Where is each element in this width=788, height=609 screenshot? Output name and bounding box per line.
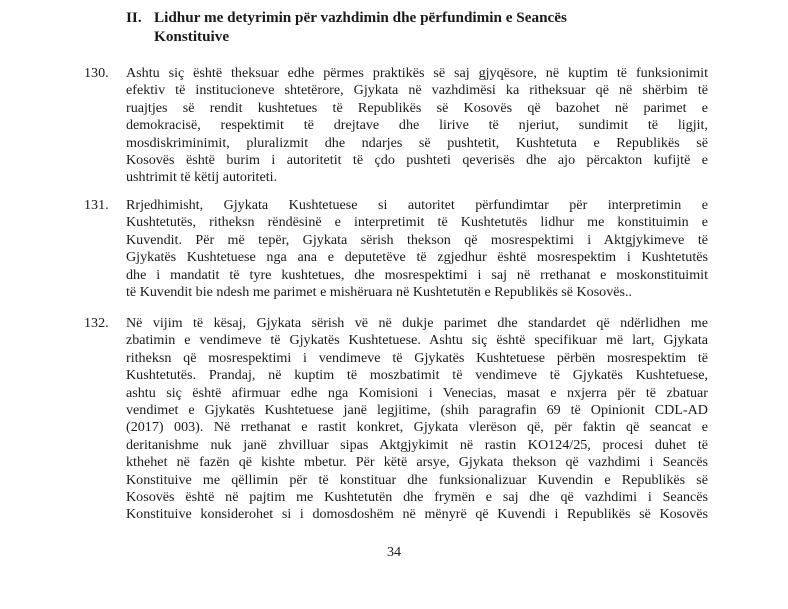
text-line: efektiv të institucioneve shtetërore, Gjykata në vazhdimësi ka ritheksuar që në shërbim të: [126, 82, 708, 99]
paragraph-text: [126, 197, 708, 301]
text-line: Kuvendit. Për më tepër, Gjykata sërish thekson që mosrespektimi i Aktgjykimeve të: [126, 231, 708, 248]
text-line: të Kuvendit bie ndesh me parimet e mishëruara në Kushtetutën e Republikës së Kosovës..: [126, 284, 633, 301]
text-line: dhe i mandatit të tyre kushtetues, dhe mosrespektimi i saj në rrethanat e moskonstituimit: [126, 266, 708, 283]
text-line: deritanishme nuk janë zhvilluar sipas Aktgjykimit në rastin KO124/25, procesi duhet të: [126, 436, 708, 453]
text-line: Rrjedhimisht, Gjykata Kushtetuese si autoritet përfundimtar për interpretimin e: [126, 197, 708, 213]
text-line: Konstituive konsiderohet si i domosdoshëm në mënyrë që Kuvendi i Republikës së Kosovës: [126, 506, 708, 523]
text-line: Në vijim të kësaj, Gjykata sërish vë në dukje parimet dhe standardet që ndërlidhen me: [126, 315, 708, 331]
paragraph-number: 130.: [84, 65, 109, 81]
paragraph-131: [84, 197, 708, 301]
section-heading: [126, 8, 706, 46]
page-number: 34: [386, 544, 402, 560]
paragraph-number: 132.: [84, 315, 109, 331]
text-line: Gjykatës Kushtetuese nga ana e deputetëve të zgjedhur është mosrespektim i Kushtetutës: [126, 249, 708, 266]
text-line: Ashtu siç është theksuar edhe përmes praktikës së saj gjyqësore, në kuptim të funksionimit: [126, 65, 708, 81]
text-line: Kosovës është burim i autoritetit të çdo pushteti qeverisës dhe ajo përcakton kufijtë e: [126, 152, 708, 169]
text-line: ashtu siç është afirmuar edhe nga Komisioni i Venecias, masat e nxjerra për të zbatuar: [126, 384, 708, 401]
paragraph-132: [84, 315, 708, 524]
text-line: Kushtetutës, ritheksn rëndësinë e interpretimit të Kushtetutës lidhur me konstituimin e: [126, 214, 708, 231]
text-line: vendimet e Gjykatës Kushtetuese janë legjitime, (shih paragrafin 69 të Opinionit CDL-AD: [126, 402, 708, 419]
text-line: Kosovës është në pajtim me Kushtetutën dhe frymën e saj dhe që vazhdimi i Seancës: [126, 489, 708, 506]
paragraph-text: [126, 315, 708, 524]
section-title-line-2: Konstituive: [154, 28, 230, 45]
text-line: ruajtjes së rendit kushtetues të Republikës së Kosovës që bazohet në parimet e: [126, 99, 708, 116]
text-line: mosdiskriminimit, pluralizmit dhe ndarjes së pushtetit, Kushtetuta e Republikës së: [126, 134, 708, 151]
text-line: demokracisë, respektimit të drejtave dhe lirive të njeriut, sundimit të ligjit,: [126, 117, 708, 134]
paragraph-number: 131.: [84, 197, 109, 213]
paragraph-130: [84, 65, 708, 187]
text-line: zbatimin e vendimeve të Gjykatës Kushtetuese. Ashtu siç është specifikuar më lart, Gjykata: [126, 332, 708, 349]
text-line: (2017) 003). Në rrethanat e rastit konkret, Gjykata vlerëson që, për faktin që seancat e: [126, 419, 708, 436]
text-line: ushtrimit të këtij autoriteti.: [126, 169, 278, 186]
text-line: Kushtetutës. Prandaj, në kuptim të moszbatimit të vendimeve të Gjykatës Kushtetuese,: [126, 367, 708, 384]
section-number: II.: [126, 9, 142, 26]
paragraph-text: [126, 65, 708, 187]
text-line: kthehet në fazën që kishte mbetur. Për këtë arsye, Gjykata thekson që vazhdimi i Seancës: [126, 454, 708, 471]
text-line: Konstituive me qëllimin për të konstituar dhe funksionalizuar Kuvendin e Republikës së: [126, 471, 708, 488]
section-title-line-1: Lidhur me detyrimin për vazhdimin dhe përfundimin e Seancës: [154, 9, 567, 26]
text-line: ritheksn që mosrespektimi i vendimeve të Gjykatës Kushtetuese përbën mosrespektim të: [126, 349, 708, 366]
